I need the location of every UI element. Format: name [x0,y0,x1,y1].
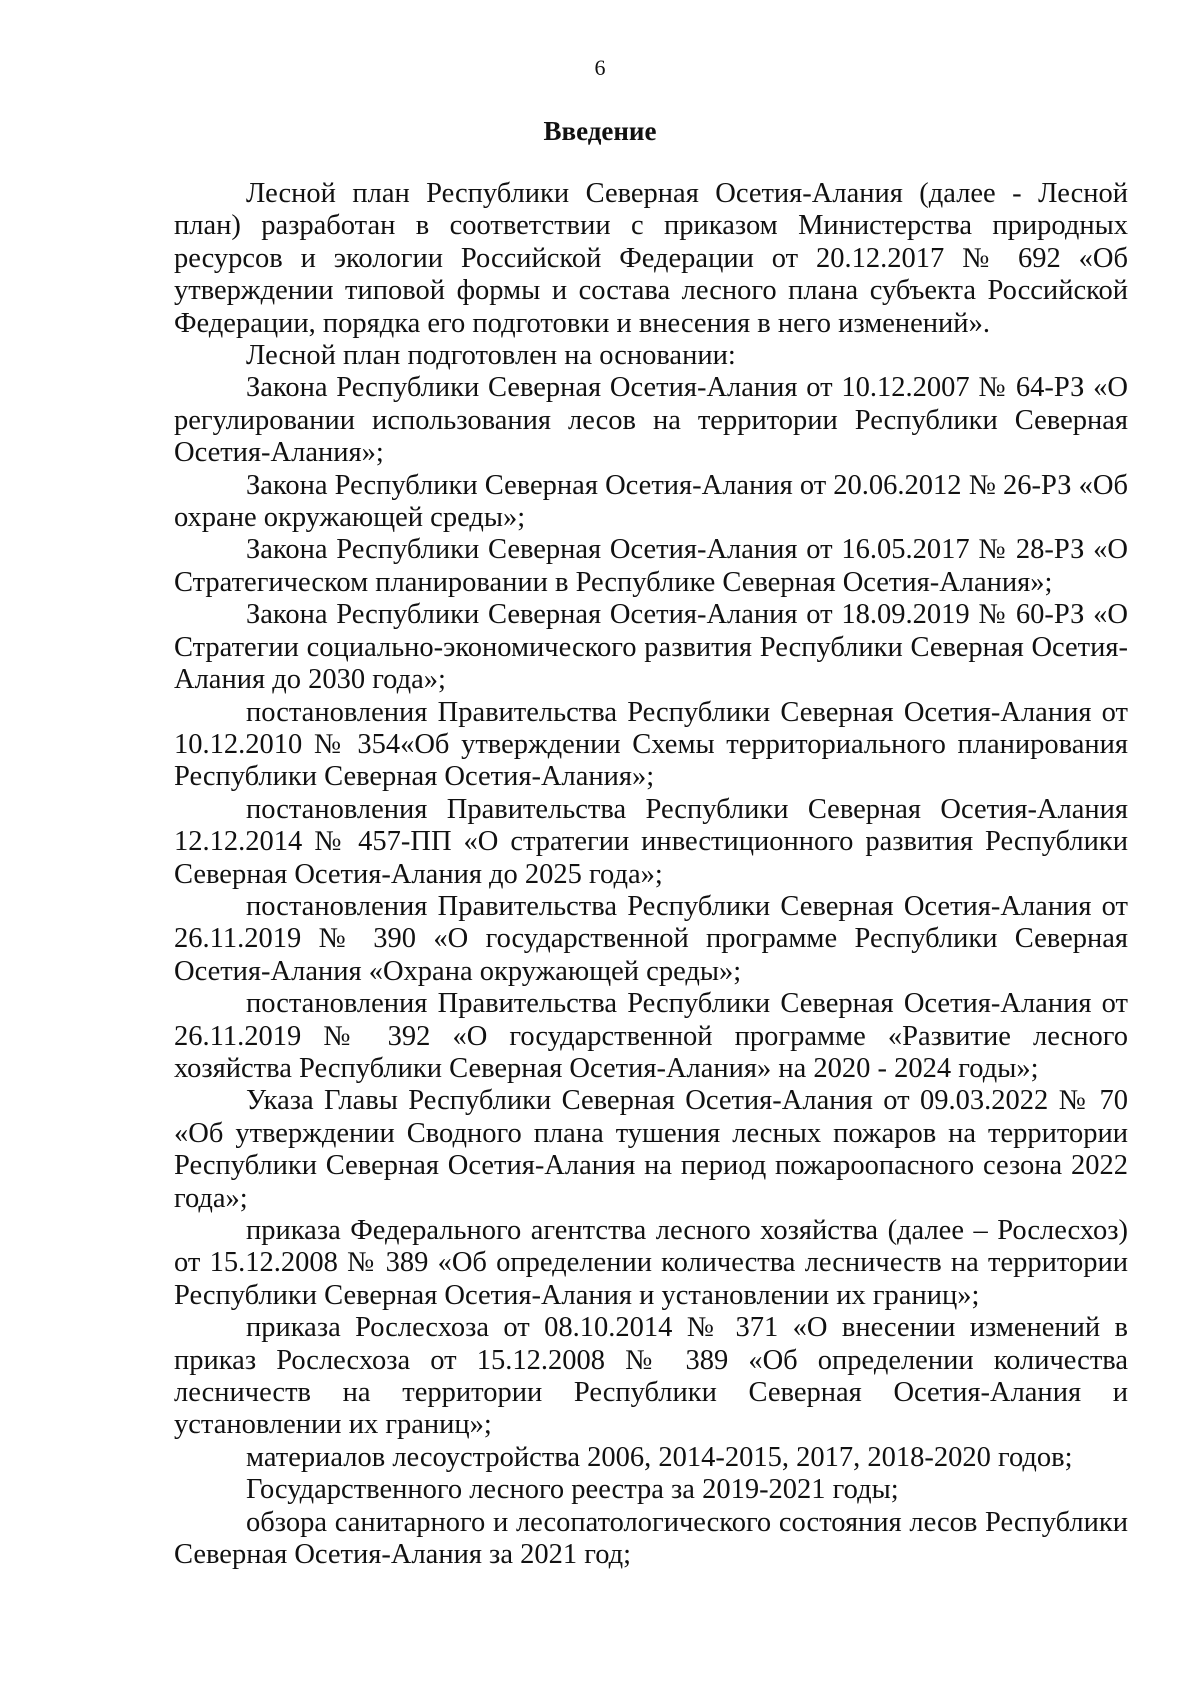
paragraph: материалов лесоустройства 2006, 2014-2015, 2017, 2018-2020 годов; [246,1441,1073,1473]
paragraph: Лесной план Республики Северная Осетия-Алания (далее - Лесной план) разработан в соответствии с приказом Министерства природных ресурсов и экологии Российской Федерации от 20.12.2017 № 692 «Об утверждении типовой формы и состава лесного плана субъекта Российской Федерации, порядка его подготовки и внесения в него изменений». [174,178,1128,339]
body-text [174,178,1128,1571]
paragraph: Государственного лесного реестра за 2019-2021 годы; [246,1474,899,1506]
paragraph: Указа Главы Республики Северная Осетия-Алания от 09.03.2022 № 70 «Об утверждении Сводного плана тушения лесных пожаров на территории Республики Северная Осетия-Алания на период пожароопасного сезона 2022 года»; [174,1085,1128,1214]
paragraph: приказа Федерального агентства лесного хозяйства (далее – Рослесхоз) от 15.12.2008 № 389 «Об определении количества лесничеств на территории Республики Северная Осетия-Алания и установлении их границ»; [174,1215,1128,1311]
paragraph: постановления Правительства Республики Северная Осетия-Алания от 26.11.2019 № 392 «О государственной программе «Развитие лесного хозяйства Республики Северная Осетия-Алания» на 2020 - 2024 годы»; [174,988,1128,1084]
section-title: Введение [543,116,657,146]
paragraph: Лесной план подготовлен на основании: [246,340,736,372]
paragraph: постановления Правительства Республики Северная Осетия-Алания от 26.11.2019 № 390 «О государственной программе Республики Северная Осетия-Алания «Охрана окружающей среды»; [174,890,1128,987]
paragraph: Закона Республики Северная Осетия-Алания от 16.05.2017 № 28-РЗ «О Стратегическом планировании в Республике Северная Осетия-Алания»; [174,534,1128,598]
paragraph: постановления Правительства Республики Северная Осетия-Алания от 10.12.2010 № 354«Об утверждении Схемы территориального планирования Республики Северная Осетия-Алания»; [174,696,1128,793]
paragraph: Закона Республики Северная Осетия-Алания от 10.12.2007 № 64-РЗ «О регулировании использования лесов на территории Республики Северная Осетия-Алания»; [174,372,1128,469]
paragraph: Закона Республики Северная Осетия-Алания от 20.06.2012 № 26-РЗ «Об охране окружающей среды»; [174,469,1128,534]
paragraph: приказа Рослесхоза от 08.10.2014 № 371 «О внесении изменений в приказ Рослесхоза от 15.12.2008 № 389 «Об определении количества лесничеств на территории Республики Северная Осетия-Алания и установлении их границ»; [174,1312,1128,1441]
paragraph: Закона Республики Северная Осетия-Алания от 18.09.2019 № 60-РЗ «О Стратегии социально-экономического развития Республики Северная Осетия-Алания до 2030 года»; [174,599,1128,696]
paragraph: постановления Правительства Республики Северная Осетия-Алания 12.12.2014 № 457-ПП «О стратегии инвестиционного развития Республики Северная Осетия-Алания до 2025 года»; [174,793,1128,890]
paragraph: обзора санитарного и лесопатологического состояния лесов Республики Северная Осетия-Алания за 2021 год; [174,1506,1128,1571]
page-number: 6 [594,55,606,80]
